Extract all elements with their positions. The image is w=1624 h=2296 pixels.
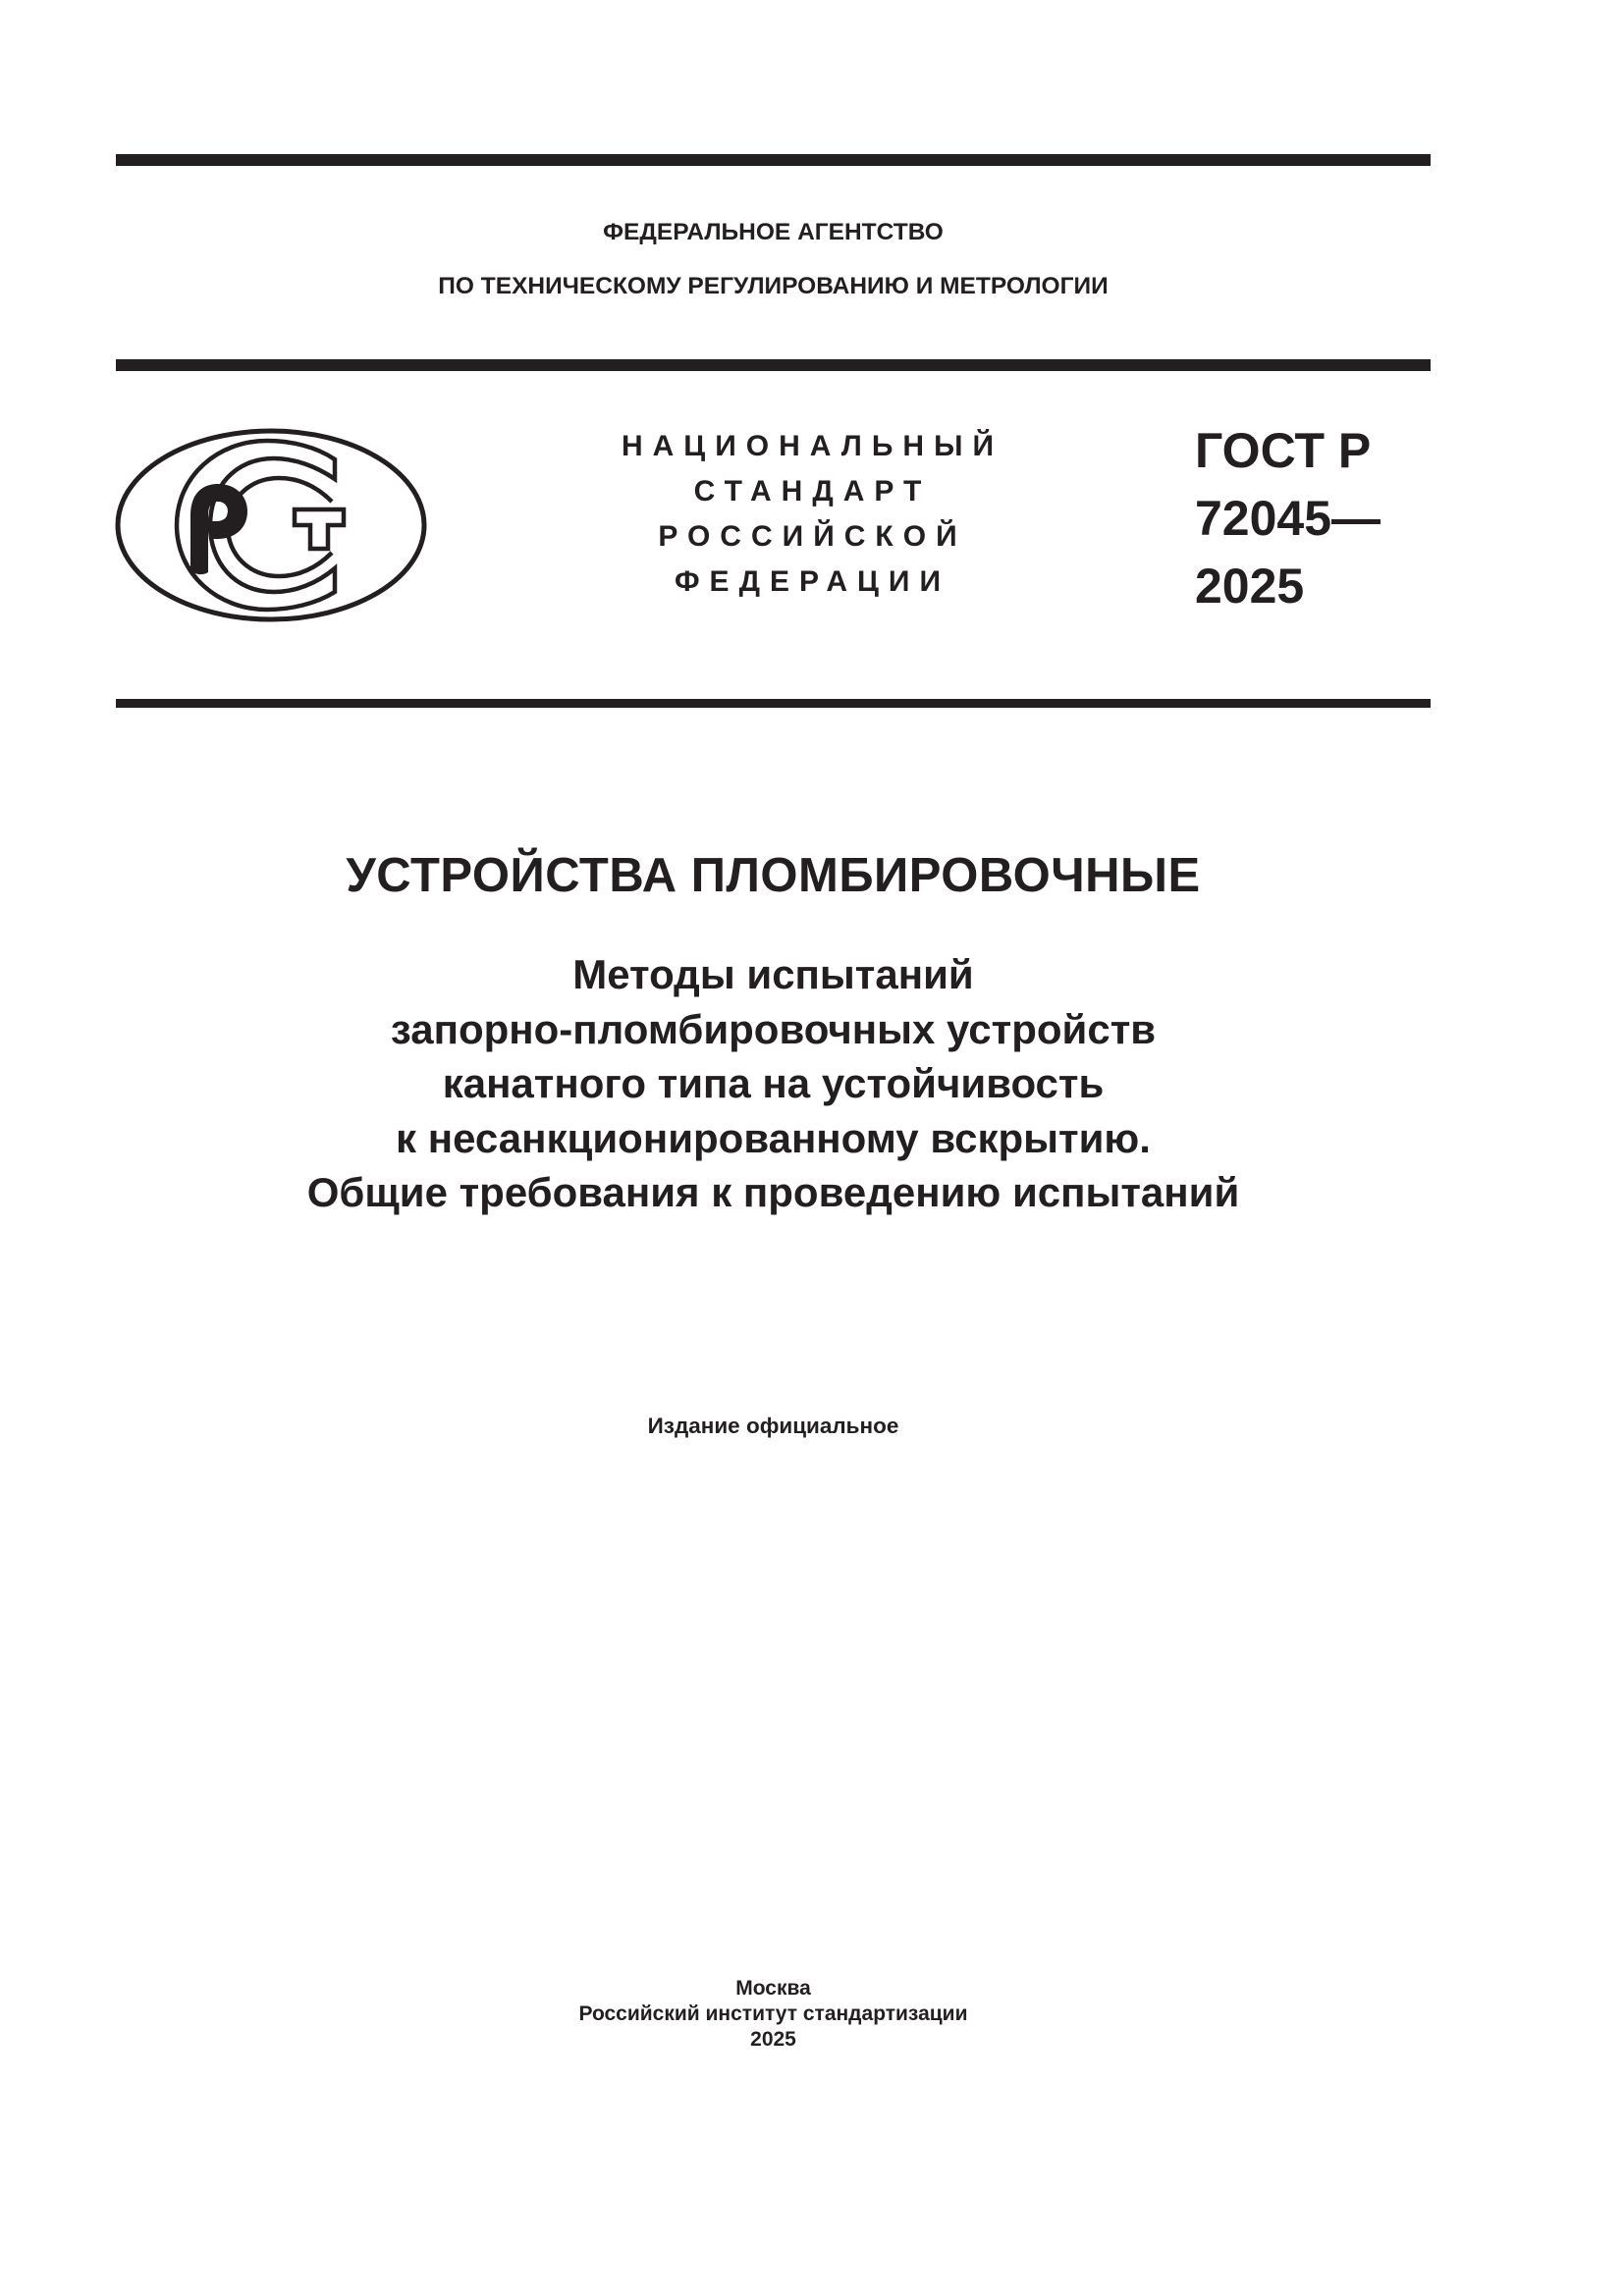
national-standard-line-2: СТАНДАРТ [693,475,932,507]
subtitle-line-2: запорно-пломбировочных устройств [390,1005,1157,1052]
standard-designation [1195,417,1380,620]
designation-line-3: 2025 [1195,559,1305,614]
top-rule [116,154,1431,166]
imprint-year: 2025 [750,2028,796,2051]
imprint-city: Москва [735,1977,811,2000]
national-standard-line-4: ФЕДЕРАЦИИ [674,565,951,598]
imprint-publisher: Российский институт стандартизации [578,2002,968,2025]
subtitle-line-1: Методы испытаний [572,951,974,997]
document-title: УСТРОЙСТВА ПЛОМБИРОВОЧНЫЕ [346,849,1201,902]
subtitle-line-5: Общие требования к проведению испытаний [306,1169,1240,1215]
rst-certification-mark-icon [112,425,430,625]
designation-rule [116,699,1431,708]
edition-label: Издание официальное [647,1414,899,1438]
document-subtitle [116,947,1431,1220]
designation-line-2: 72045— [1195,491,1381,546]
header-rule [116,359,1431,371]
subtitle-line-3: канатного типа на устойчивость [442,1060,1105,1106]
national-standard-label [589,424,1036,605]
subtitle-line-4: к несанкционированному вскрытию. [396,1114,1151,1161]
agency-name-line-1: ФЕДЕРАЛЬНОЕ АГЕНТСТВО [603,219,944,245]
designation-line-1: ГОСТ Р [1195,423,1372,478]
national-standard-line-1: НАЦИОНАЛЬНЫЙ [621,430,1004,462]
agency-name-line-2: ПО ТЕХНИЧЕСКОМУ РЕГУЛИРОВАНИЮ И МЕТРОЛОГИИ [438,273,1109,299]
imprint [116,1976,1431,2053]
national-standard-line-3: РОССИЙСКОЙ [658,520,967,553]
